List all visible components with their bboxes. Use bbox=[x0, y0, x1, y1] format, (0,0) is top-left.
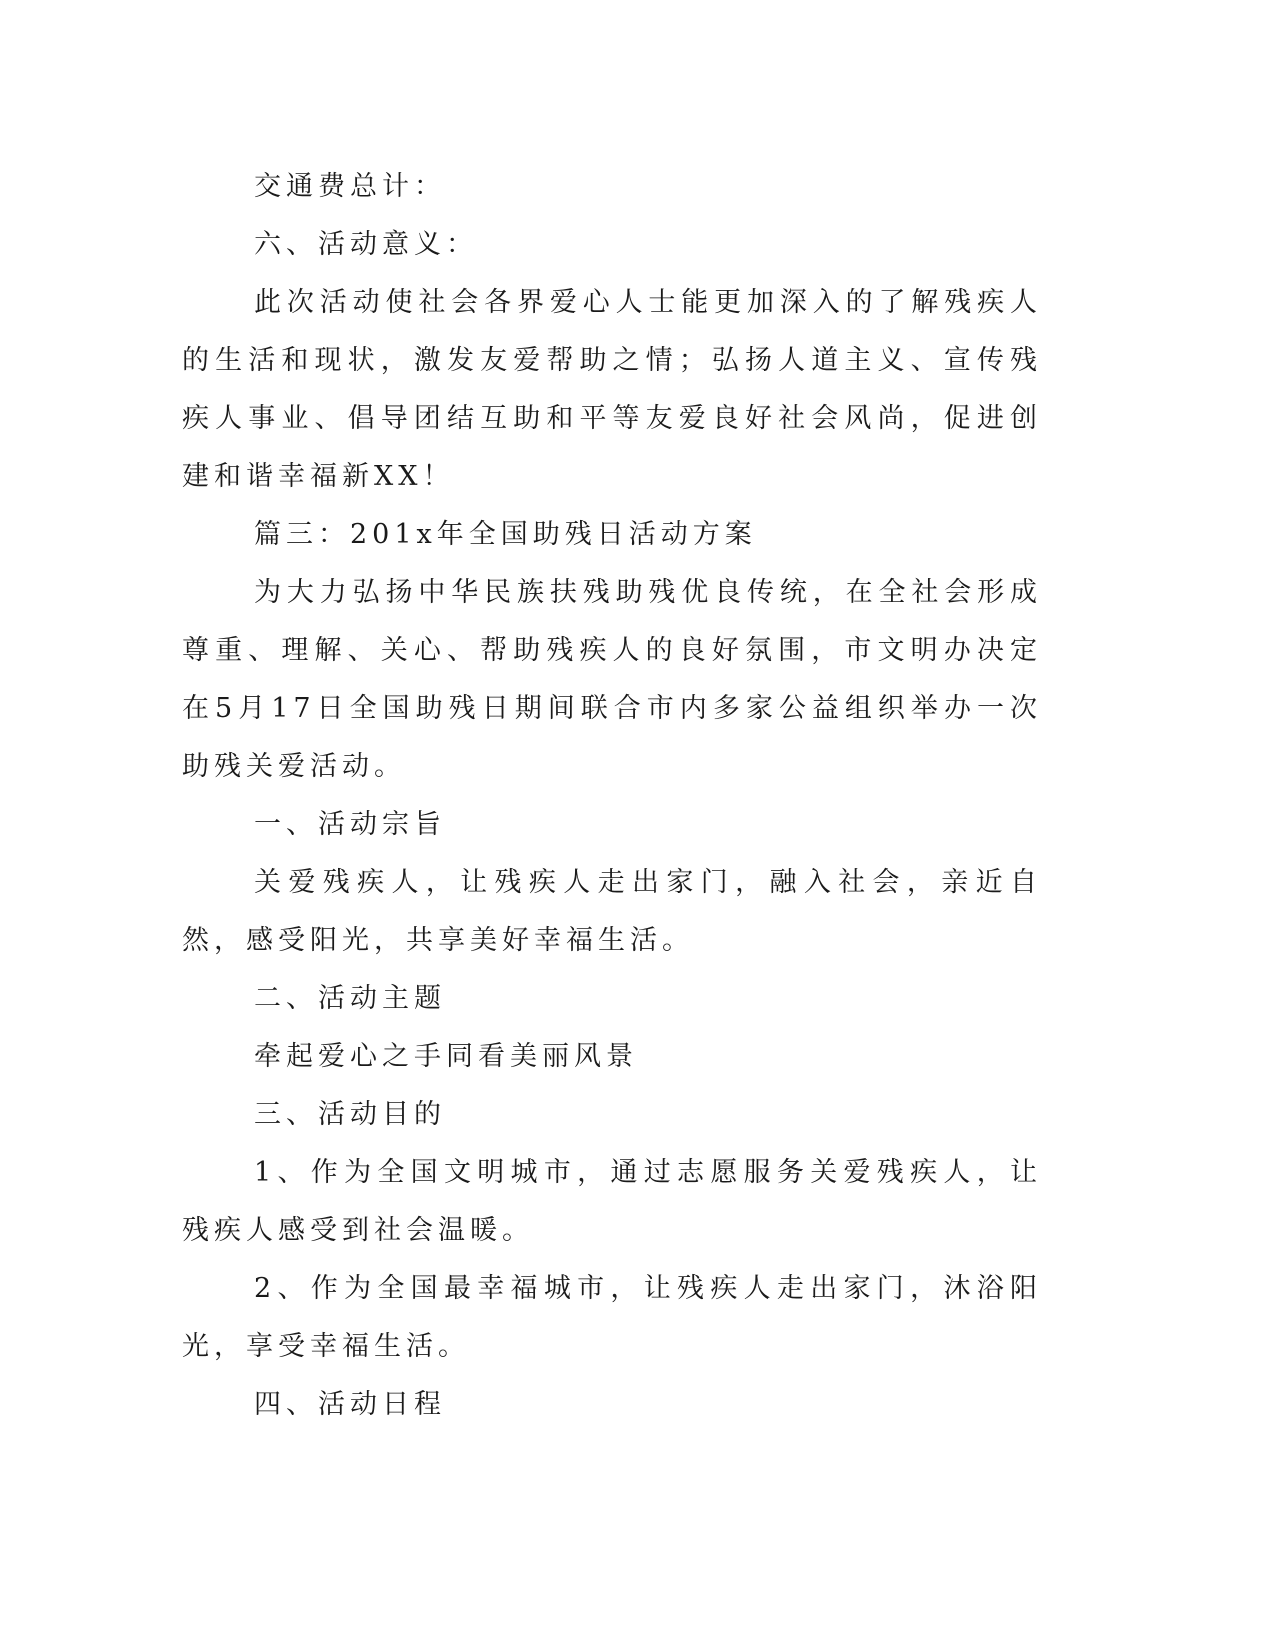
goal-item-1: 1、作为全国文明城市，通过志愿服务关爱残疾人，让残疾人感受到社会温暖。 bbox=[182, 1157, 1042, 1246]
section-heading-schedule: 四、活动日程 bbox=[254, 1389, 446, 1420]
transport-total-line: 交通费总计： bbox=[254, 171, 446, 202]
section-heading-theme: 二、活动主题 bbox=[254, 983, 446, 1014]
document-body bbox=[182, 158, 1042, 1434]
part-three-title: 篇三：201x年全国助残日活动方案 bbox=[254, 519, 757, 550]
section-heading-purpose: 一、活动宗旨 bbox=[254, 809, 446, 840]
purpose-paragraph: 关爱残疾人，让残疾人走出家门，融入社会，亲近自然，感受阳光，共享美好幸福生活。 bbox=[182, 867, 1042, 956]
section-heading-significance: 六、活动意义： bbox=[254, 229, 478, 260]
significance-paragraph: 此次活动使社会各界爱心人士能更加深入的了解残疾人的生活和现状，激发友爱帮助之情；弘扬人道主义、宣传残疾人事业、倡导团结互助和平等友爱良好社会风尚，促进创建和谐幸福新XX！ bbox=[182, 287, 1042, 492]
goal-item-2: 2、作为全国最幸福城市，让残疾人走出家门，沐浴阳光，享受幸福生活。 bbox=[182, 1273, 1042, 1362]
intro-paragraph: 为大力弘扬中华民族扶残助残优良传统，在全社会形成尊重、理解、关心、帮助残疾人的良好氛围，市文明办决定在5月17日全国助残日期间联合市内多家公益组织举办一次助残关爱活动。 bbox=[182, 577, 1042, 782]
theme-paragraph: 牵起爱心之手同看美丽风景 bbox=[254, 1041, 638, 1072]
section-heading-goals: 三、活动目的 bbox=[254, 1099, 446, 1130]
